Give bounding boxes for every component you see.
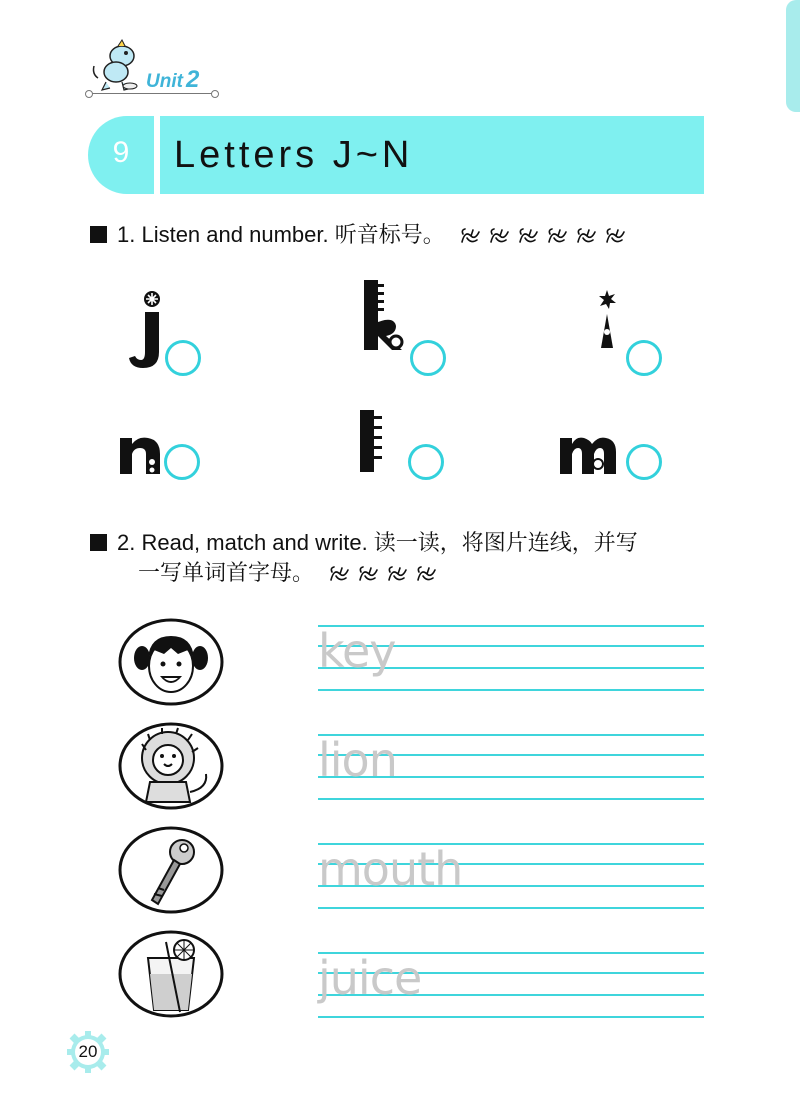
star-rating [328, 562, 440, 592]
letter-cell-k [358, 276, 468, 386]
star-icon [386, 562, 411, 592]
lesson-title: Letters J~N [174, 134, 414, 176]
exercise-2-text-1: 2. Read, match and write. 读一读，将图片连线，并写 [117, 530, 638, 555]
star-icon [604, 224, 629, 254]
unit-underline [88, 93, 216, 94]
answer-circle-j[interactable] [165, 340, 201, 376]
unit-word: Unit [146, 71, 183, 92]
star-icon [488, 224, 513, 254]
lesson-banner [88, 116, 704, 194]
answer-circle-k[interactable] [410, 340, 446, 376]
letter-cell-l [356, 406, 466, 516]
star-rating [459, 224, 629, 254]
key-picture[interactable] [118, 826, 224, 914]
writing-lines-1[interactable] [318, 625, 704, 697]
letter-n-icon [118, 432, 164, 476]
bullet-square-icon [90, 226, 107, 243]
star-icon [357, 562, 382, 592]
letter-l-icon [356, 406, 386, 476]
answer-circle-m[interactable] [626, 444, 662, 480]
page-number: 20 [78, 1042, 98, 1061]
letter-j-icon [125, 288, 169, 372]
unit-number: 2 [185, 66, 200, 93]
writing-lines-2[interactable] [318, 734, 704, 806]
juice-glass-picture[interactable] [118, 930, 224, 1018]
lesson-number-box [88, 116, 154, 194]
star-icon [546, 224, 571, 254]
dinosaur-mascot-icon [88, 38, 144, 94]
lesson-number: 9 [112, 136, 130, 169]
exercise-1-text: 1. Listen and number. 听音标号。 [117, 222, 445, 247]
star-icon [517, 224, 542, 254]
star-icon [415, 562, 440, 592]
answer-circle-l[interactable] [408, 444, 444, 480]
letter-i-icon [594, 288, 622, 354]
trace-word-1: key [318, 624, 396, 678]
exercise-2-line-1 [90, 528, 710, 558]
lesson-title-box [160, 116, 704, 194]
answer-circle-i[interactable] [626, 340, 662, 376]
answer-circle-n[interactable] [164, 444, 200, 480]
exercise-2-instruction [90, 528, 710, 592]
girl-face-picture[interactable] [118, 618, 224, 706]
lion-picture[interactable] [118, 722, 224, 810]
trace-word-2: lion [318, 733, 397, 787]
exercise-2-text-2: 一写单词首字母。 [138, 560, 315, 585]
star-icon [328, 562, 353, 592]
letter-k-icon [358, 276, 408, 356]
star-icon [459, 224, 484, 254]
unit-label [146, 66, 199, 94]
letter-cell-n [118, 432, 228, 542]
star-icon [575, 224, 600, 254]
letter-m-icon [558, 432, 622, 478]
letter-cell-m [558, 432, 668, 542]
side-tab [786, 0, 800, 112]
unit-header [88, 38, 218, 98]
exercise-2-line-2 [90, 558, 710, 592]
writing-lines-4[interactable] [318, 952, 704, 1024]
exercise-1-instruction [90, 220, 629, 254]
writing-lines-3[interactable] [318, 843, 704, 915]
page-number-badge [66, 1030, 110, 1074]
trace-word-4: juice [318, 951, 422, 1005]
bullet-square-icon [90, 534, 107, 551]
letter-cell-j [125, 288, 235, 398]
letter-cell-i [594, 288, 704, 398]
trace-word-3: mouth [318, 842, 463, 896]
